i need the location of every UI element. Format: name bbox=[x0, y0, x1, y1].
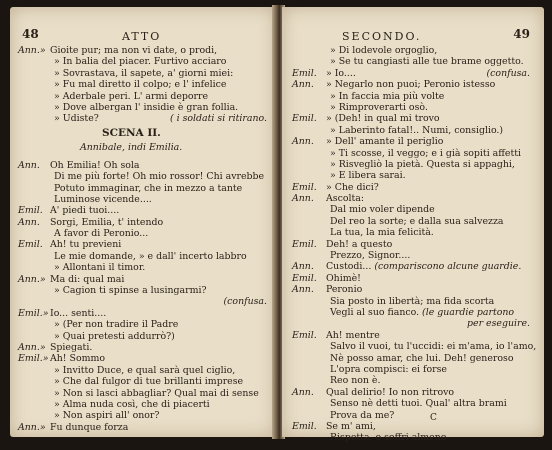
text-line bbox=[10, 353, 275, 364]
running-head-right: SECONDO. bbox=[342, 30, 422, 43]
text-line bbox=[282, 432, 544, 443]
text-line bbox=[282, 193, 544, 204]
signature-mark: C bbox=[430, 413, 437, 423]
verse-text: Ah! tu previeni bbox=[50, 239, 122, 251]
verse-text: Se m' ami, bbox=[326, 420, 376, 432]
text-line bbox=[10, 331, 275, 342]
text-line bbox=[10, 262, 275, 273]
text-line bbox=[282, 273, 544, 284]
speaker-label: Ann.» bbox=[18, 421, 46, 433]
speaker-label: Ann. bbox=[292, 79, 314, 91]
verse-text: » Che dici? bbox=[326, 181, 379, 193]
text-line bbox=[10, 365, 275, 376]
text-line bbox=[282, 170, 544, 181]
text-line bbox=[282, 102, 544, 113]
text-line bbox=[282, 204, 544, 215]
verse-text: Ma di: qual mai bbox=[50, 273, 125, 285]
text-line bbox=[282, 330, 544, 341]
verse-text: Rispetta, o soffri almeno bbox=[330, 432, 447, 444]
text-line bbox=[282, 136, 544, 147]
verse-text: Gioite pur; ma non vi date, o prodi, bbox=[50, 45, 218, 56]
text-line bbox=[10, 205, 275, 216]
text-line bbox=[282, 159, 544, 170]
text-line bbox=[10, 399, 275, 410]
verse-text: » Risvegliò la pietà. Questa si appaghi, bbox=[330, 158, 515, 170]
verse-text: » Cagion ti spinse a lusingarmi? bbox=[54, 285, 207, 297]
verse-text: Spiegati. bbox=[50, 341, 93, 353]
verse-text: » E libera sarai. bbox=[330, 170, 406, 182]
verse-text: Ascolta: bbox=[326, 193, 364, 205]
text-line bbox=[282, 375, 544, 386]
speaker-label: Emil. bbox=[292, 67, 317, 79]
text-line bbox=[282, 398, 544, 409]
speaker-label: Ann. bbox=[292, 284, 314, 296]
verse-text: » Negarlo non puoi; Peronio istesso bbox=[326, 79, 496, 91]
verse-text: Prezzo, Signor.... bbox=[330, 250, 411, 262]
verse-text: » Laberinto fatal!.. Numi, consiglio.) bbox=[330, 124, 504, 136]
text-line bbox=[282, 216, 544, 227]
stage-direction: (le guardie partono bbox=[419, 306, 515, 318]
verse-text: Ohimè! bbox=[326, 272, 361, 284]
text-line bbox=[10, 285, 275, 296]
speaker-label: Ann.» bbox=[18, 45, 46, 56]
text-line bbox=[10, 113, 275, 124]
verse-text: » Quai pretesti addurrò?) bbox=[54, 330, 175, 342]
text-line bbox=[282, 45, 544, 56]
verse-text: Custodi... (compariscono alcune guardie. bbox=[326, 261, 522, 273]
text-line bbox=[10, 125, 275, 141]
verse-text: » In faccia mia più volte bbox=[330, 90, 445, 102]
verse-text: » Dove albergan l' insidie è gran follia. bbox=[54, 101, 239, 113]
verse-text: » Sovrastava, il sapete, a' giorni miei: bbox=[54, 67, 234, 79]
verse-text: Salvo il vuoi, tu l'uccidi: ei m'ama, io l'amo, bbox=[330, 341, 537, 353]
text-line bbox=[282, 341, 544, 352]
stage-direction: (confusa. bbox=[486, 67, 530, 79]
text-line bbox=[10, 422, 275, 433]
speaker-label: Ann. bbox=[18, 159, 40, 171]
verse-text: Nè posso amar, che lui. Deh! generoso bbox=[330, 352, 514, 364]
scene-characters: Annibale, indi Emilia. bbox=[80, 141, 183, 153]
speaker-label: Emil. bbox=[292, 181, 317, 193]
verse-text: » Fu mal diretto il colpo; e l' infelice bbox=[54, 79, 227, 91]
text-line bbox=[282, 250, 544, 261]
scene-heading: SCENA II. bbox=[102, 126, 161, 139]
verse-text: Ah! Sommo bbox=[50, 353, 106, 365]
verse-text: » Ti scosse, il veggo; e i già sopiti affetti bbox=[330, 147, 521, 159]
text-line bbox=[282, 79, 544, 90]
text-line bbox=[282, 239, 544, 250]
left-page-text bbox=[10, 45, 275, 433]
verse-text: » In balia del piacer. Furtivo acciaro bbox=[54, 56, 227, 68]
speaker-label: Emil. bbox=[292, 113, 317, 125]
text-line bbox=[10, 228, 275, 239]
speaker-label: Ann. bbox=[292, 386, 314, 398]
stage-direction: ( i soldati si ritirano. bbox=[169, 113, 267, 125]
running-head-left: ATTO bbox=[122, 30, 162, 43]
text-line bbox=[10, 171, 275, 182]
text-line bbox=[282, 364, 544, 375]
verse-text: Senso nè detti tuoi. Qual' altra brami bbox=[330, 398, 507, 410]
speaker-label: Emil. bbox=[18, 205, 43, 217]
verse-text: » Aderbale peri. L' armi deporre bbox=[54, 90, 209, 102]
text-line bbox=[10, 194, 275, 205]
text-line bbox=[282, 113, 544, 124]
text-line bbox=[282, 421, 544, 432]
page-number-right: 49 bbox=[513, 27, 530, 41]
text-line bbox=[10, 274, 275, 285]
text-line bbox=[282, 227, 544, 238]
text-line bbox=[10, 68, 275, 79]
verse-text: » Allontani il timor. bbox=[54, 262, 146, 274]
verse-text: L'opra compisci: ei forse bbox=[330, 363, 447, 375]
verse-text: Luminose vicende.... bbox=[54, 193, 152, 205]
verse-text: Sorgi, Emilia, t' intendo bbox=[50, 216, 164, 228]
text-line bbox=[10, 56, 275, 67]
text-line bbox=[282, 182, 544, 193]
verse-text: Potuto immaginar, che in mezzo a tante bbox=[54, 182, 243, 194]
verse-text: » Invitto Duce, e qual sarà quel ciglio, bbox=[54, 364, 236, 376]
stage-direction: (compariscono alcune guardie. bbox=[371, 261, 522, 273]
text-line bbox=[10, 388, 275, 399]
speaker-label: Emil. bbox=[292, 420, 317, 432]
verse-text: » Se tu cangiasti alle tue brame oggetto. bbox=[330, 56, 524, 68]
verse-text: » Dell' amante il periglio bbox=[326, 136, 444, 148]
text-line bbox=[282, 284, 544, 295]
text-line bbox=[10, 160, 275, 171]
verse-text: Di me più forte! Oh mio rossor! Chi avrebbe bbox=[54, 171, 265, 183]
text-line bbox=[10, 102, 275, 113]
text-line bbox=[10, 91, 275, 102]
verse-text: » Rimproverarti osò. bbox=[330, 101, 428, 113]
text-line bbox=[282, 307, 544, 318]
speaker-label: Ann. bbox=[292, 261, 314, 273]
verse-text: Reo non è. bbox=[330, 375, 381, 387]
text-line bbox=[10, 217, 275, 228]
verse-text: Ah! mentre bbox=[326, 329, 380, 341]
verse-text: » Udiste? bbox=[54, 113, 99, 125]
speaker-label: Ann. bbox=[292, 136, 314, 148]
text-line bbox=[282, 261, 544, 272]
right-page bbox=[282, 7, 544, 444]
text-line bbox=[10, 376, 275, 387]
verse-text: Qual delirio! Io non ritrovo bbox=[326, 386, 455, 398]
text-line bbox=[10, 342, 275, 353]
stage-direction: (confusa. bbox=[223, 296, 267, 308]
verse-text: » (Per non tradire il Padre bbox=[54, 319, 179, 331]
text-line bbox=[10, 183, 275, 194]
text-line bbox=[10, 319, 275, 330]
speaker-label: Ann. bbox=[292, 193, 314, 205]
verse-text: Del reo la sorte; e dalla sua salvezza bbox=[330, 215, 504, 227]
text-line bbox=[10, 296, 275, 307]
text-line bbox=[282, 91, 544, 102]
verse-text: Vegli al suo fianco. (le guardie partono bbox=[330, 306, 515, 318]
speaker-label: Emil.» bbox=[18, 353, 49, 365]
verse-text: Dal mio voler dipende bbox=[330, 204, 435, 216]
text-line bbox=[282, 148, 544, 159]
verse-text: Oh Emilia! Oh sola bbox=[50, 159, 140, 171]
text-line bbox=[282, 125, 544, 136]
page-number-left: 48 bbox=[22, 27, 39, 41]
text-line bbox=[10, 239, 275, 250]
text-line bbox=[282, 353, 544, 364]
verse-text: Deh! a questo bbox=[326, 238, 393, 250]
verse-text: » Io.... bbox=[326, 67, 356, 79]
text-line bbox=[10, 410, 275, 421]
verse-text: Le mie domande, » e dall' incerto labbro bbox=[54, 250, 247, 262]
verse-text: Fu dunque forza bbox=[50, 421, 129, 433]
text-line bbox=[282, 387, 544, 398]
verse-text: » Di lodevole orgoglio, bbox=[330, 45, 438, 56]
text-line bbox=[10, 45, 275, 56]
verse-text: La tua, la mia felicità. bbox=[330, 227, 434, 239]
text-line bbox=[10, 308, 275, 319]
verse-text: » Alma nuda così, che di piacerti bbox=[54, 398, 210, 410]
verse-text: Peronio bbox=[326, 284, 363, 296]
text-line bbox=[10, 141, 275, 154]
verse-text: » Che dal fulgor di tue brillanti imprese bbox=[54, 376, 244, 388]
verse-text: Io... senti.... bbox=[50, 307, 107, 319]
speaker-label: Ann.» bbox=[18, 273, 46, 285]
text-line bbox=[282, 56, 544, 67]
left-page bbox=[10, 7, 275, 437]
text-line bbox=[10, 251, 275, 262]
verse-text: » (Deh! in qual mi trovo bbox=[326, 113, 440, 125]
speaker-label: Emil. bbox=[292, 329, 317, 341]
speaker-label: Emil. bbox=[292, 238, 317, 250]
speaker-label: Ann.» bbox=[18, 341, 46, 353]
right-page-text bbox=[282, 45, 544, 444]
verse-text: » Non si lasci abbagliar? Qual mai di sense bbox=[54, 387, 259, 399]
text-line bbox=[282, 296, 544, 307]
text-line bbox=[282, 410, 544, 421]
stage-direction: per eseguire. bbox=[467, 318, 530, 330]
speaker-label: Emil. bbox=[292, 272, 317, 284]
speaker-label: Ann. bbox=[18, 216, 40, 228]
text-line bbox=[282, 68, 544, 79]
verse-text: A favor di Peronio... bbox=[54, 228, 149, 240]
verse-text: Prova da me? bbox=[330, 409, 395, 421]
verse-text: » Non aspiri all' onor? bbox=[54, 410, 160, 422]
text-line bbox=[282, 318, 544, 329]
speaker-label: Emil. bbox=[18, 239, 43, 251]
text-line bbox=[10, 79, 275, 90]
speaker-label: Emil.» bbox=[18, 307, 49, 319]
verse-text: A' piedi tuoi.... bbox=[50, 205, 120, 217]
verse-text: Sia posto in libertà; ma fida scorta bbox=[330, 295, 495, 307]
